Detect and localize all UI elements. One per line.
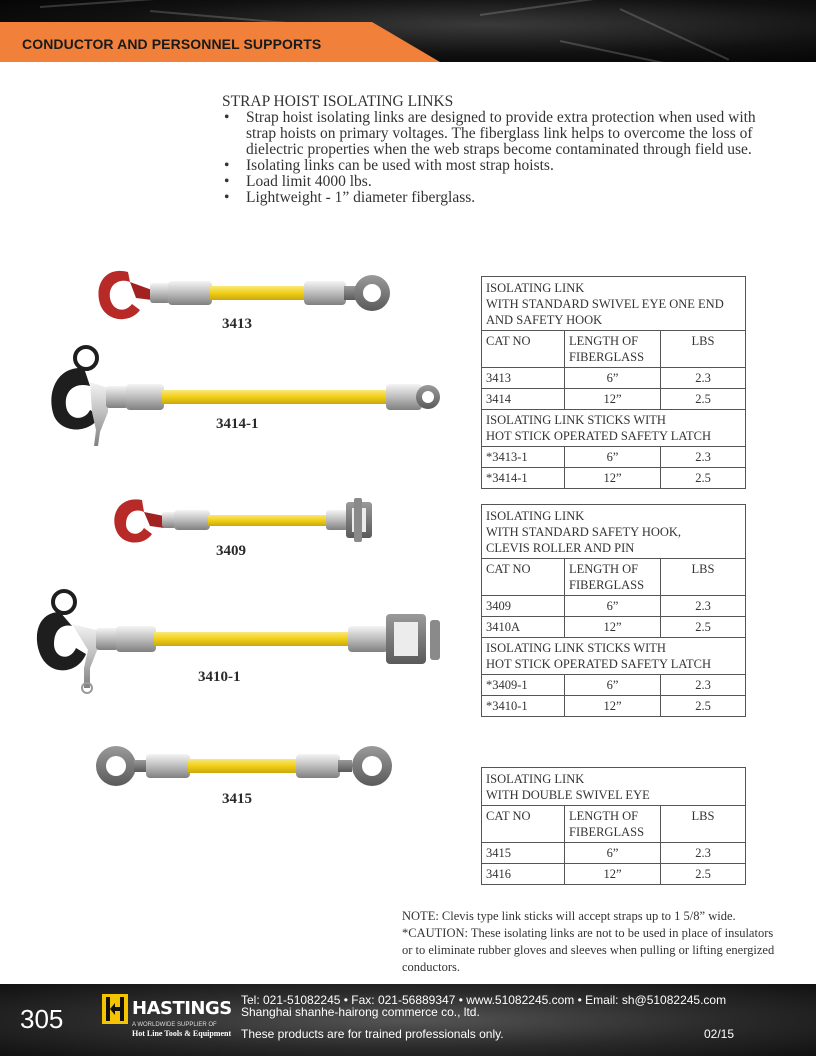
cell-cat-no: 3416 — [482, 864, 565, 884]
cell-cat-no: *3414-1 — [482, 468, 565, 488]
cell-cat-no: 3413 — [482, 368, 565, 388]
cell-lbs: 2.5 — [695, 867, 711, 881]
cell-length: 6” — [565, 596, 661, 616]
table-row — [482, 368, 745, 389]
cell-lbs: 2.5 — [695, 620, 711, 634]
col-length: LENGTH OF FIBERGLASS — [565, 559, 661, 595]
product-image-3409 — [108, 494, 376, 550]
col-length: LENGTH OF FIBERGLASS — [565, 806, 661, 842]
spec-table-3415 — [481, 767, 746, 885]
cell-cat-no: 3410A — [482, 617, 565, 637]
table-row — [482, 617, 745, 638]
column-headers — [482, 331, 745, 368]
cell-length: 6” — [565, 368, 661, 388]
cell-length: 12” — [565, 696, 661, 716]
section-title: CONDUCTOR AND PERSONNEL SUPPORTS — [22, 36, 322, 52]
cell-lbs: 2.3 — [695, 371, 711, 385]
table-sub-header-line: ISOLATING LINK STICKS WITH — [486, 641, 666, 655]
intro-bullet: • Load limit 4000 lbs. — [222, 174, 782, 190]
table-sub-header — [482, 410, 745, 447]
cell-length: 12” — [565, 864, 661, 884]
table-row — [482, 864, 745, 884]
table-row — [482, 843, 745, 864]
col-cat-no: CAT NO — [482, 559, 565, 595]
col-lbs: LBS — [691, 562, 715, 576]
hastings-logo-icon — [102, 994, 128, 1024]
col-cat-no: CAT NO — [482, 806, 565, 842]
col-lbs: LBS — [691, 809, 715, 823]
product-image-3410-1 — [36, 584, 448, 696]
product-label-3414-1: 3414-1 — [216, 416, 259, 432]
table-row — [482, 596, 745, 617]
table-header-line: ISOLATING LINK — [486, 509, 585, 523]
cell-lbs: 2.3 — [695, 678, 711, 692]
cell-cat-no: 3409 — [482, 596, 565, 616]
table-header-line: AND SAFETY HOOK — [486, 313, 603, 327]
table-row — [482, 675, 745, 696]
footer-company: Shanghai shanhe-hairong commerce co., ltd. — [241, 1005, 480, 1019]
footer-disclaimer: These products are for trained professionals only. — [241, 1027, 504, 1041]
page-header — [0, 0, 816, 62]
cell-lbs: 2.3 — [695, 450, 711, 464]
product-image-3414-1 — [46, 342, 440, 454]
table-row — [482, 389, 745, 410]
cell-length: 12” — [565, 617, 661, 637]
cell-lbs: 2.5 — [695, 471, 711, 485]
footer-contact: Tel: 021-51082245 • Fax: 021-56889347 • www.51082245.com • Email: sh@51082245.com — [241, 993, 727, 1007]
cell-length: 12” — [565, 468, 661, 488]
table-header — [482, 277, 745, 331]
logo-tagline: A WORLDWIDE SUPPLIER OF — [132, 1022, 217, 1028]
intro-bullet: • Isolating links can be used with most strap hoists. — [222, 158, 782, 174]
table-header — [482, 768, 745, 806]
cell-length: 6” — [565, 843, 661, 863]
table-sub-header-line: HOT STICK OPERATED SAFETY LATCH — [486, 657, 712, 671]
table-row — [482, 447, 745, 468]
table-header-line: ISOLATING LINK — [486, 772, 585, 786]
cell-lbs: 2.3 — [695, 599, 711, 613]
cell-lbs: 2.5 — [695, 699, 711, 713]
logo-tagline-2: Hot Line Tools & Equipment — [132, 1029, 232, 1038]
spec-table-3409 — [481, 504, 746, 717]
intro-section — [222, 94, 782, 206]
notes-section — [402, 908, 782, 976]
cell-length: 6” — [565, 675, 661, 695]
table-header-line: WITH DOUBLE SWIVEL EYE — [486, 788, 650, 802]
cell-length: 6” — [565, 447, 661, 467]
cell-cat-no: 3414 — [482, 389, 565, 409]
table-header-line: WITH STANDARD SWIVEL EYE ONE END — [486, 297, 724, 311]
hastings-logo — [102, 994, 232, 1040]
column-headers — [482, 806, 745, 843]
product-image-3415 — [92, 742, 396, 790]
col-length: LENGTH OF FIBERGLASS — [565, 331, 661, 367]
intro-bullet: • Lightweight - 1” diameter fiberglass. — [222, 190, 782, 206]
product-label-3413: 3413 — [222, 316, 252, 332]
cell-cat-no: *3409-1 — [482, 675, 565, 695]
table-header-line: WITH STANDARD SAFETY HOOK, — [486, 525, 682, 539]
cell-cat-no: 3415 — [482, 843, 565, 863]
col-lbs: LBS — [691, 334, 715, 348]
table-sub-header — [482, 638, 745, 675]
column-headers — [482, 559, 745, 596]
product-label-3409: 3409 — [216, 543, 246, 559]
intro-bullets — [222, 110, 782, 206]
spec-table-3413 — [481, 276, 746, 489]
product-label-3410-1: 3410-1 — [198, 669, 241, 685]
cell-lbs: 2.3 — [695, 846, 711, 860]
table-sub-header-line: HOT STICK OPERATED SAFETY LATCH — [486, 429, 712, 443]
note-caution: *CAUTION: These isolating links are not to be used in place of insulators or to eliminate rubber gloves and sleeves when pulling or lifting energized conductors. — [402, 926, 775, 974]
table-row — [482, 696, 745, 716]
footer-date: 02/15 — [704, 1027, 735, 1041]
page-number: 305 — [20, 1004, 64, 1034]
cell-cat-no: *3413-1 — [482, 447, 565, 467]
table-sub-header-line: ISOLATING LINK STICKS WITH — [486, 413, 666, 427]
table-header-line: CLEVIS ROLLER AND PIN — [486, 541, 635, 555]
table-header — [482, 505, 745, 559]
product-label-3415: 3415 — [222, 791, 252, 807]
cell-cat-no: *3410-1 — [482, 696, 565, 716]
table-header-line: ISOLATING LINK — [486, 281, 585, 295]
note-clevis: NOTE: Clevis type link sticks will accept straps up to 1 5/8” wide. — [402, 909, 736, 923]
table-row — [482, 468, 745, 488]
page-footer — [0, 984, 816, 1056]
cell-lbs: 2.5 — [695, 392, 711, 406]
intro-title: STRAP HOIST ISOLATING LINKS — [222, 93, 454, 110]
cell-length: 12” — [565, 389, 661, 409]
logo-wordmark: HASTINGS — [132, 998, 232, 1019]
col-cat-no: CAT NO — [482, 331, 565, 367]
intro-bullet: • Strap hoist isolating links are designed to provide extra protection when used with strap hoists on primary voltages. The fiberglass link helps to overcome the loss of dielectric properties when the web straps become contaminated through field use. — [222, 110, 782, 158]
